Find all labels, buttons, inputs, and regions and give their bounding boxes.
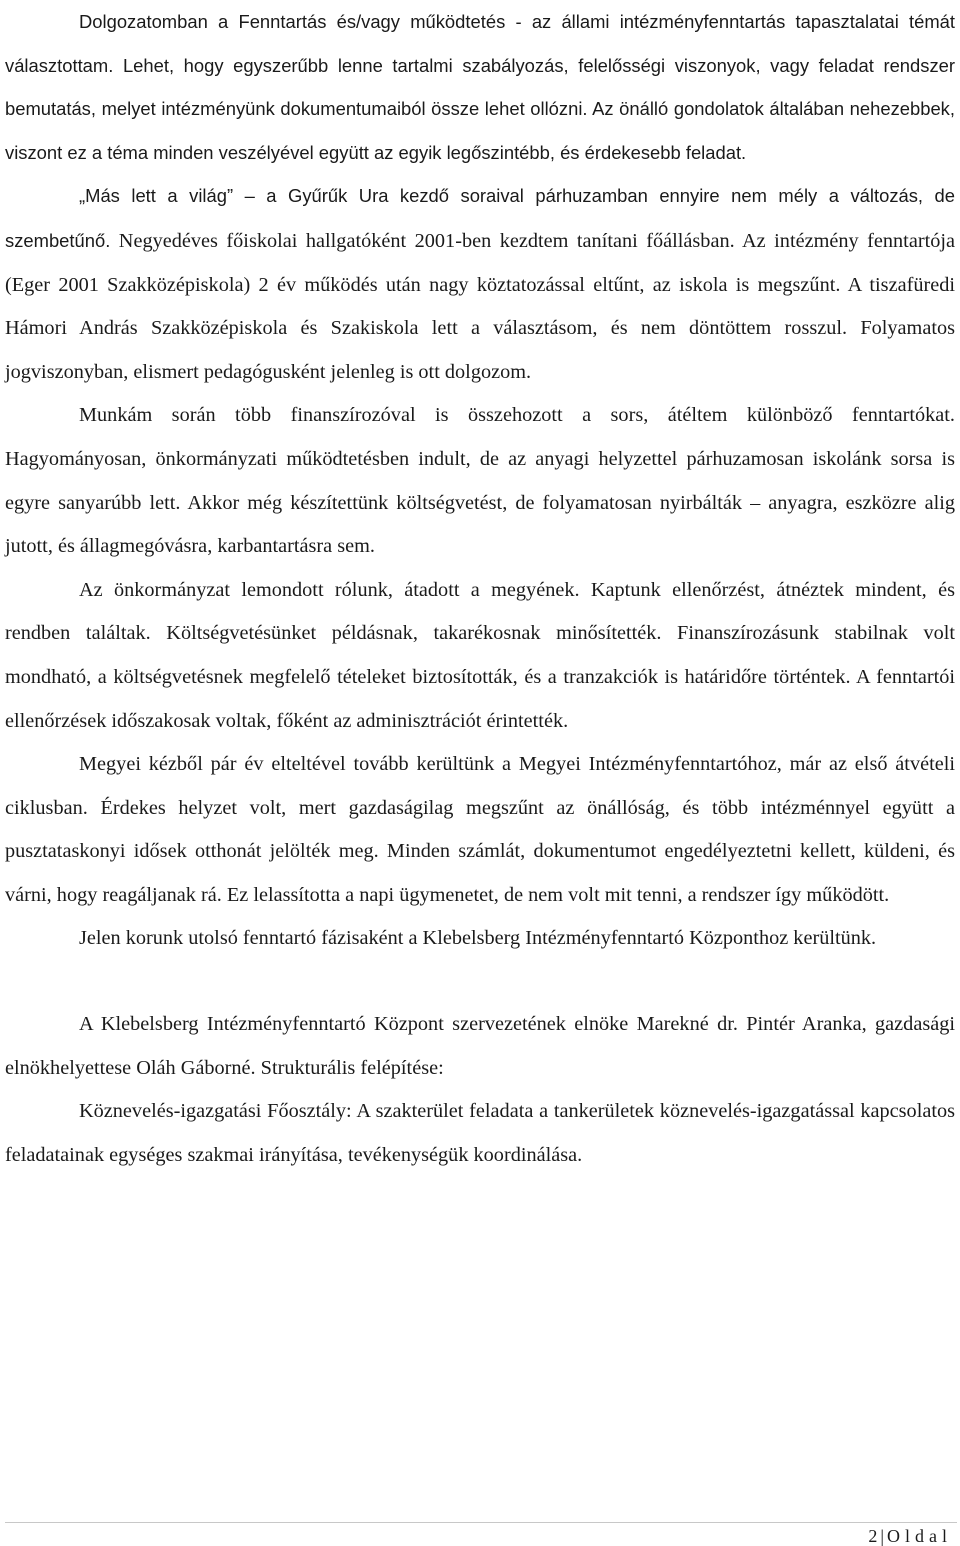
paragraph-county-maintainer bbox=[5, 743, 955, 917]
paragraph-klik-structure bbox=[5, 1003, 955, 1090]
paragraph-klik-text: Jelen korunk utolsó fenntartó fázisaként a Klebelsberg Intézményfenntartó Központhoz kerültünk. bbox=[79, 927, 877, 950]
paragraph-world-changed bbox=[5, 174, 955, 394]
paragraph-world-changed-quote: „Más lett a világ” – a Gyűrűk Ura kezdő soraival párhuzamban ennyire nem mély a változás, de szembetűnő. bbox=[5, 185, 955, 251]
paragraph-funders bbox=[5, 394, 955, 568]
paragraph-intro-text: Dolgozatomban a Fenntartás és/vagy működtetés - az állami intézményfenntartás tapasztalatai témát választottam. Lehet, hogy egyszerűbb lenne tartalmi szabályozás, felelősségi viszonyok, vagy feladat rendszer bemutatás, melyet intézményünk dokumentumaiból össze lehet ollózni. Az önálló gondolatok általában nehezebbek, viszont ez a téma minden veszélyével együtt az egyik legőszintébb, és érdekesebb feladat. bbox=[5, 11, 955, 163]
paragraph-world-changed-text: Negyedéves főiskolai hallgatóként 2001-ben kezdtem tanítani főállásban. Az intézmény fenntartója (Eger 2001 Szakközépiskola) 2 év működés után nagy köztatozással eltűnt, az iskola is megszűnt. A tiszafüredi Hámori András Szakközépiskola és Szakiskola lett a választásom, és nem döntöttem rosszul. Folyamatos jogviszonyban, elismert pedagógusként jelenleg is ott dolgozom. bbox=[5, 229, 955, 383]
paragraph-klik bbox=[5, 917, 955, 961]
paragraph-county bbox=[5, 569, 955, 743]
paragraph-department bbox=[5, 1090, 955, 1177]
paragraph-klik-structure-text: A Klebelsberg Intézményfenntartó Központ szervezetének elnöke Marekné dr. Pintér Aranka, gazdasági elnökhelyettese Oláh Gáborné. Strukturális felépítése: bbox=[5, 1013, 955, 1079]
document-page bbox=[5, 0, 955, 1177]
page-number: 2 bbox=[868, 1526, 878, 1546]
paragraph-spacer bbox=[5, 961, 955, 1003]
footer-separator: | bbox=[880, 1526, 884, 1546]
paragraph-county-text: Az önkormányzat lemondott rólunk, átadott a megyének. Kaptunk ellenőrzést, átnéztek mindent, és rendben találtak. Költségvetésünket példásnak, takarékosnak minősítették. Finanszírozásunk stabilnak volt mondható, a költségvetésnek megfelelő tételeket biztosították, és a tranzakciók is határidőre történtek. A fenntartói ellenőrzések időszakosak voltak, főként az adminisztrációt érintették. bbox=[5, 578, 955, 732]
paragraph-intro bbox=[5, 0, 955, 174]
paragraph-county-maintainer-text: Megyei kézből pár év elteltével tovább kerültünk a Megyei Intézményfenntartóhoz, már az első átvételi ciklusban. Érdekes helyzet volt, mert gazdaságilag megszűnt az önállóság, és több intézménnyel együtt a pusztataskonyi idősek otthonát jelölték meg. Minden számlát, dokumentumot engedélyeztetni kellett, küldeni, és várni, hogy reagáljanak rá. Ez lelassította a napi ügymenetet, de nem volt mit tenni, a rendszer így működött. bbox=[5, 753, 955, 906]
page-footer bbox=[868, 1526, 952, 1546]
footer-divider bbox=[5, 1522, 957, 1523]
page-label: Oldal bbox=[887, 1526, 952, 1546]
paragraph-department-text: Köznevelés-igazgatási Főosztály: A szakterület feladata a tankerületek köznevelés-igazgatással kapcsolatos feladatainak egységes szakmai irányítása, tevékenységük koordinálása. bbox=[5, 1100, 955, 1166]
paragraph-funders-text: Munkám során több finanszírozóval is összehozott a sors, átéltem különböző fenntartókat. Hagyományosan, önkormányzati működtetésben indult, de az anyagi helyzettel párhuzamosan iskolánk sorsa is egyre sanyarúbb lett. Akkor még készítettünk költségvetést, de folyamatosan nyirbálták – anyagra, eszközre alig jutott, és állagmegóvásra, karbantartásra sem. bbox=[5, 404, 955, 558]
